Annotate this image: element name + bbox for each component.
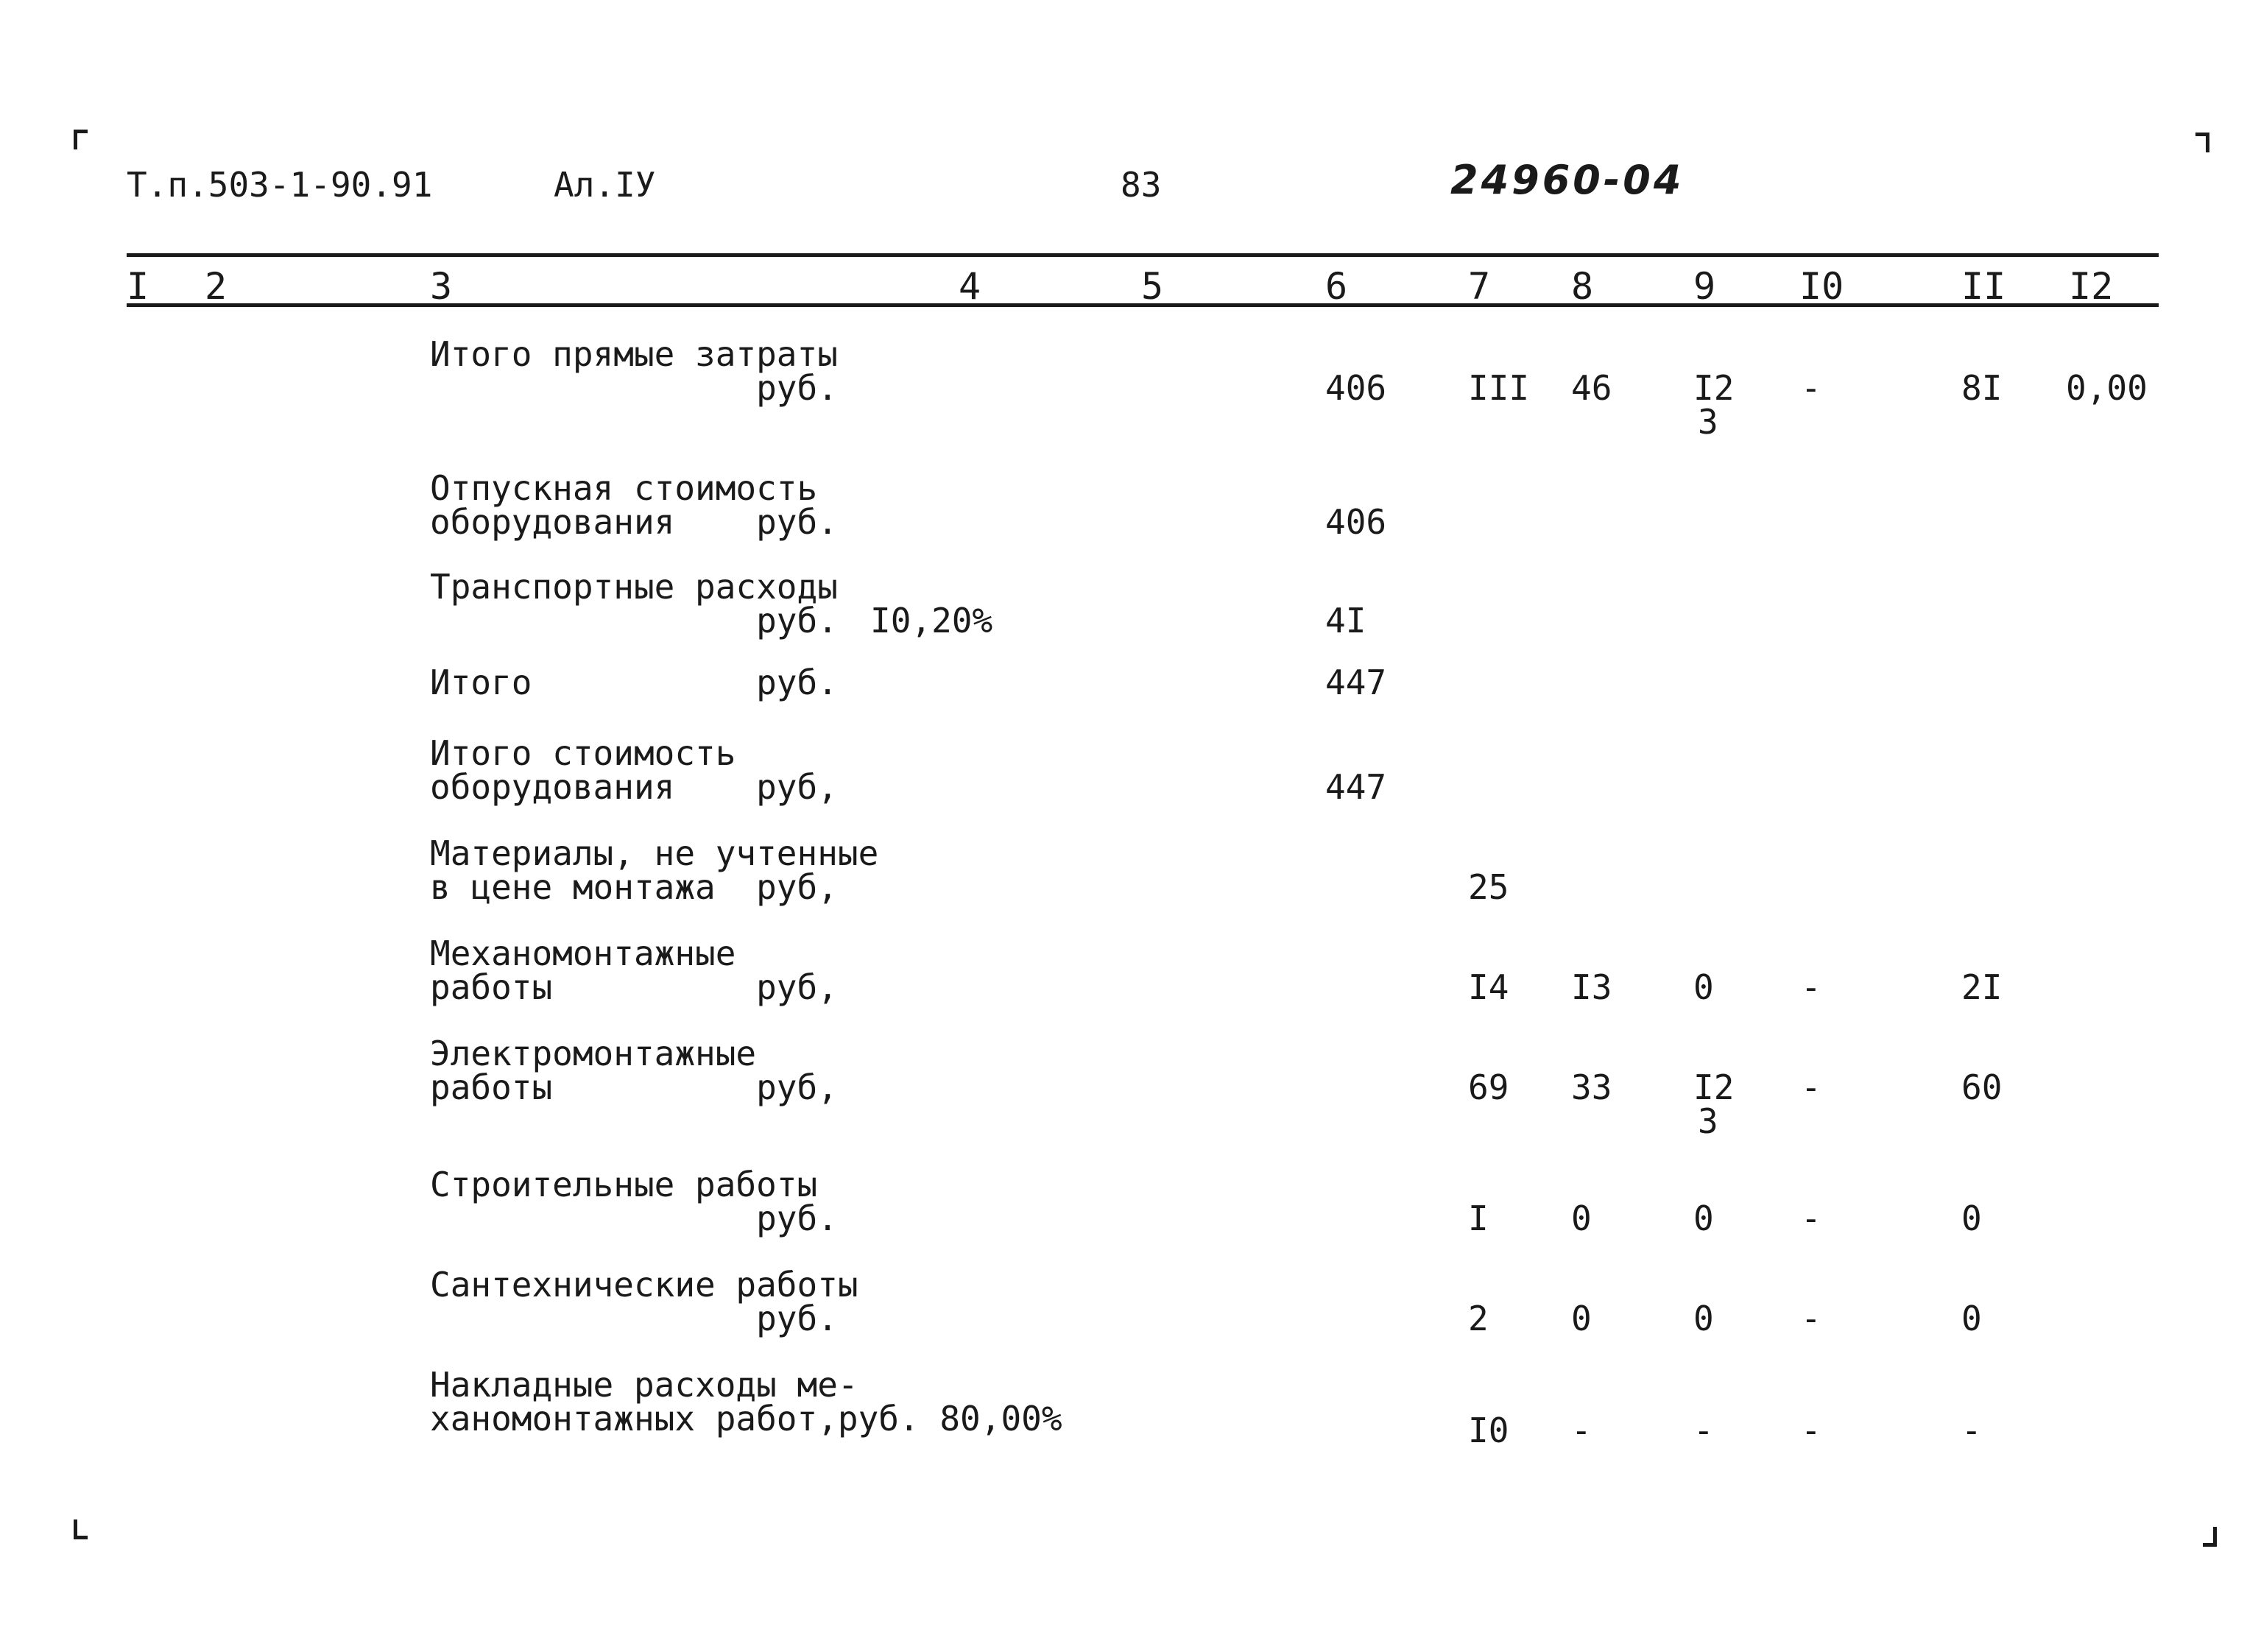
cell-c9: I2 <box>1693 1067 1735 1107</box>
row-label-line1: Транспортные расходы <box>430 567 838 607</box>
cell-c9-second-line: 3 <box>1698 1101 1718 1141</box>
cell-c10: - <box>1801 1199 1821 1238</box>
column-header: 6 <box>1325 265 1348 308</box>
cell-c7: I0 <box>1468 1411 1509 1450</box>
cell-c8: 0 <box>1571 1299 1592 1338</box>
cell-c7: 25 <box>1468 867 1509 907</box>
cell-c7: I <box>1468 1199 1489 1238</box>
column-header: 8 <box>1571 265 1594 308</box>
row-label-line2: оборудования руб. <box>430 502 838 542</box>
row-label-line2: руб. <box>430 601 838 640</box>
cell-c6: 406 <box>1325 502 1387 542</box>
cell-c8: 0 <box>1571 1199 1592 1238</box>
cell-c11: 0 <box>1961 1299 1982 1338</box>
row-label-line1: Механомонтажные <box>430 933 736 973</box>
row-label-line1: Итого стоимость <box>430 733 736 773</box>
corner-mark-top-right <box>2195 133 2209 152</box>
column-header: 9 <box>1693 265 1716 308</box>
column-header: 3 <box>430 265 453 308</box>
cell-c10: - <box>1801 368 1821 408</box>
row-label-line2: ханомонтажных работ,руб. 80,00% <box>430 1399 1062 1439</box>
row-label-line2: руб. <box>430 1199 838 1238</box>
row-label-line1: Накладные расходы ме- <box>430 1365 858 1405</box>
column-header: I <box>127 265 149 308</box>
cell-c10: - <box>1801 1067 1821 1107</box>
doc-code: Т.п.503-1-90.91 <box>127 165 433 205</box>
cell-c6: 447 <box>1325 767 1387 807</box>
column-header: 7 <box>1468 265 1491 308</box>
cell-c12: 0,00 <box>2066 368 2148 408</box>
cell-c9: 0 <box>1693 967 1714 1007</box>
row-label-line2: работы руб, <box>430 967 838 1007</box>
cell-c7: 69 <box>1468 1067 1509 1107</box>
column-header: I2 <box>2069 265 2114 308</box>
page-number: 83 <box>1121 165 1162 205</box>
cell-c6: 447 <box>1325 663 1387 702</box>
cell-c11: 8I <box>1961 368 2003 408</box>
row-label-line1: Материалы, не учтенные <box>430 833 879 873</box>
cell-c4: I0,20% <box>870 601 993 640</box>
row-label-line2: в цене монтажа руб, <box>430 867 838 907</box>
cell-c7: 2 <box>1468 1299 1489 1338</box>
cell-c9: 0 <box>1693 1199 1714 1238</box>
cell-c8: I3 <box>1571 967 1612 1007</box>
table-top-rule <box>127 253 2159 257</box>
cell-c10: - <box>1801 967 1821 1007</box>
cell-c9-second-line: 3 <box>1698 402 1718 442</box>
cell-c9: - <box>1693 1411 1714 1450</box>
row-label-line2: работы руб, <box>430 1067 838 1107</box>
row-label-line1: Строительные работы <box>430 1165 818 1204</box>
row-label-line1: Итого руб. <box>430 663 838 702</box>
cell-c7: III <box>1468 368 1530 408</box>
cell-c6: 4I <box>1325 601 1366 640</box>
cell-c11: 2I <box>1961 967 2003 1007</box>
row-label-line2: оборудования руб, <box>430 767 838 807</box>
column-header: 4 <box>959 265 981 308</box>
cell-c9: I2 <box>1693 368 1735 408</box>
corner-mark-top-left <box>74 130 88 149</box>
cell-c10: - <box>1801 1299 1821 1338</box>
corner-mark-bottom-right <box>2203 1527 2217 1547</box>
cell-c6: 406 <box>1325 368 1387 408</box>
album-label: Ал.IУ <box>554 165 656 205</box>
cell-c11: 60 <box>1961 1067 2003 1107</box>
cell-c9: 0 <box>1693 1299 1714 1338</box>
row-label-line1: Электромонтажные <box>430 1034 757 1073</box>
cell-c11: 0 <box>1961 1199 1982 1238</box>
column-header: 5 <box>1141 265 1164 308</box>
cell-c11: - <box>1961 1411 1982 1450</box>
corner-mark-bottom-left <box>74 1519 88 1539</box>
column-header: II <box>1961 265 2006 308</box>
row-label-line1: Отпускная стоимость <box>430 468 818 508</box>
column-header: 2 <box>205 265 227 308</box>
row-label-line2: руб. <box>430 1299 838 1338</box>
cell-c8: 46 <box>1571 368 1612 408</box>
row-label-line1: Итого прямые затраты <box>430 334 838 374</box>
cell-c8: - <box>1571 1411 1592 1450</box>
cell-c8: 33 <box>1571 1067 1612 1107</box>
archive-stamp: 24960-04 <box>1450 157 1685 203</box>
column-header: I0 <box>1799 265 1844 308</box>
row-label-line1: Сантехнические работы <box>430 1265 858 1305</box>
cell-c7: I4 <box>1468 967 1509 1007</box>
cell-c10: - <box>1801 1411 1821 1450</box>
row-label-line2: руб. <box>430 368 838 408</box>
